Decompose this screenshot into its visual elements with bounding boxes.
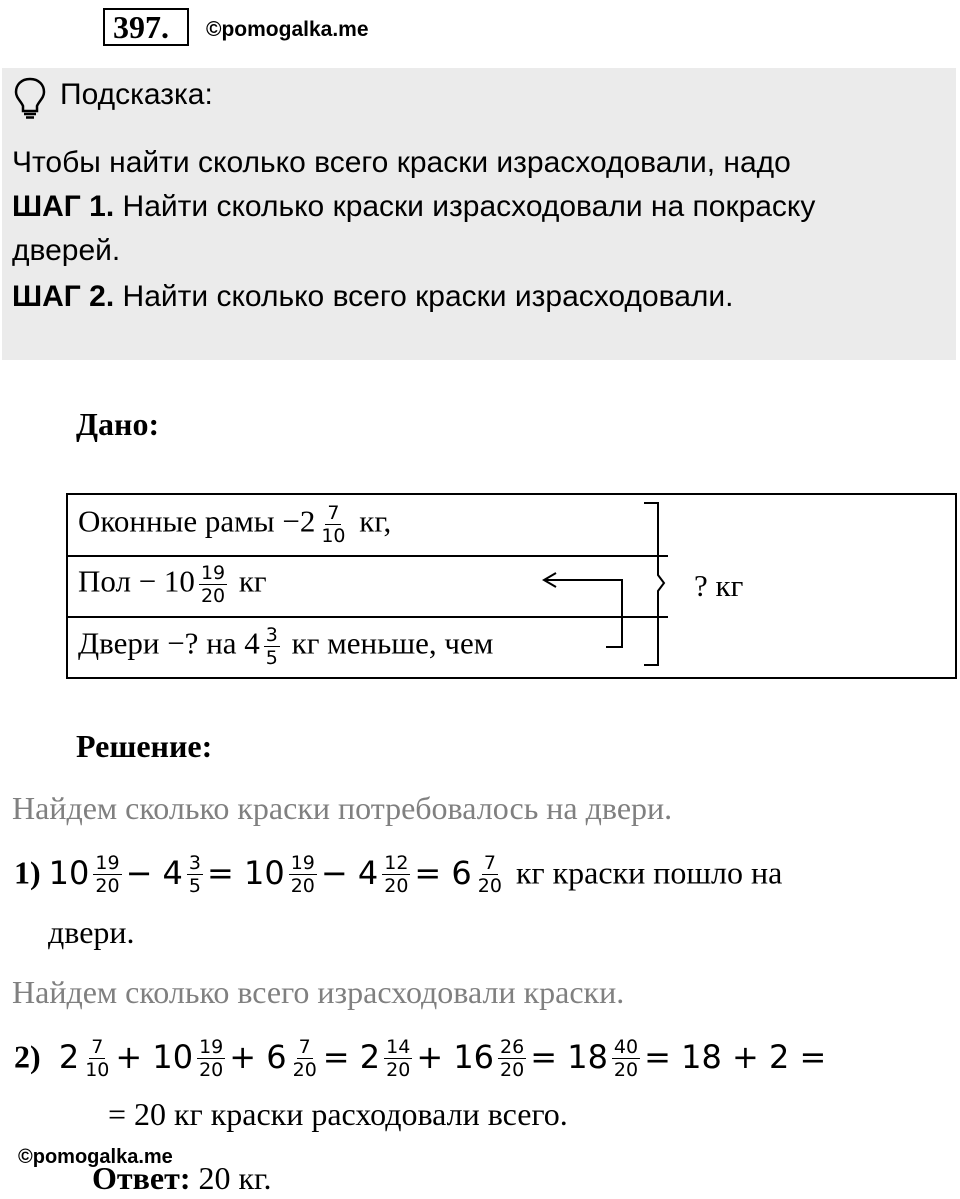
- math-expression-1: 10 $\frac{19}{20}$ − 4 $\frac{3}{5}$ = 10 $\frac{19}{20}$ − 4 $\frac{12}{20}$ = 6 $\frac{7}{20}$: [48, 852, 502, 897]
- solution-step-2: [14, 1036, 826, 1081]
- hint-title: Подсказка:: [60, 78, 213, 111]
- given-title: Дано:: [76, 406, 160, 442]
- given-row-floor: [78, 562, 267, 607]
- step-2-label: ШАГ 2.: [12, 280, 115, 313]
- row-unit: кг меньше, чем: [283, 625, 494, 661]
- answer-value: 20 кг.: [190, 1160, 272, 1196]
- answer: [92, 1160, 272, 1197]
- row-unit: кг: [231, 563, 267, 599]
- hint-step-1: [12, 190, 815, 224]
- step-1-label: ШАГ 1.: [12, 190, 115, 223]
- bracket-diagram: [530, 495, 680, 677]
- row-label: Оконные рамы −2: [78, 503, 316, 539]
- frac-num: 19: [200, 562, 226, 584]
- total-unknown: ? кг: [694, 568, 744, 603]
- lightbulb-icon: [12, 76, 48, 120]
- row-label: Двери −? на 4: [78, 625, 260, 661]
- brand-watermark: ©pomogalka.me: [206, 18, 369, 41]
- frac-den: 10: [321, 525, 346, 547]
- answer-label: Ответ:: [92, 1160, 191, 1196]
- hint-step-2: [12, 280, 734, 314]
- frac-num: 7: [327, 502, 340, 524]
- hint-line-1: Чтобы найти сколько всего краски израсходовали, надо: [12, 146, 791, 179]
- solution-step-2-cont: = 20 кг краски расходовали всего.: [108, 1096, 568, 1132]
- step-2-text: Найти сколько всего краски израсходовали.: [114, 280, 734, 313]
- solution-step-1-cont: двери.: [48, 914, 135, 950]
- step-1-number: 1): [14, 854, 41, 891]
- math-expression-2: 2 $\frac{7}{10}$ + 10 $\frac{19}{20}$ + 6 $\frac{7}{20}$ = 2 $\frac{14}{20}$ + 16 $\frac{26}{20}$ = 18 $\frac{40}{20}$ = 18 + 2 =: [48, 1036, 827, 1081]
- solution-step-1: [14, 852, 782, 897]
- row-label: Пол − 10: [78, 563, 195, 599]
- hint-step-1-cont: дверей.: [12, 234, 121, 267]
- given-row-doors: [78, 624, 493, 669]
- row-unit: кг,: [351, 503, 392, 539]
- frac-den: 20: [200, 585, 226, 607]
- step-1-text: кг краски пошло на: [507, 854, 783, 891]
- solution-note-1: Найдем сколько краски потребовалось на двери.: [12, 790, 673, 826]
- solution-title: Решение:: [76, 728, 213, 764]
- frac-num: 3: [265, 624, 278, 646]
- given-row-windows: [78, 502, 391, 547]
- problem-number: 397.: [103, 8, 189, 46]
- frac-den: 5: [265, 647, 278, 669]
- step-1-text: Найти сколько краски израсходовали на покраску: [114, 190, 816, 223]
- step-2-number: 2): [14, 1038, 41, 1075]
- solution-note-2: Найдем сколько всего израсходовали краски.: [12, 974, 625, 1010]
- brand-watermark-bottom: ©pomogalka.me: [18, 1146, 173, 1168]
